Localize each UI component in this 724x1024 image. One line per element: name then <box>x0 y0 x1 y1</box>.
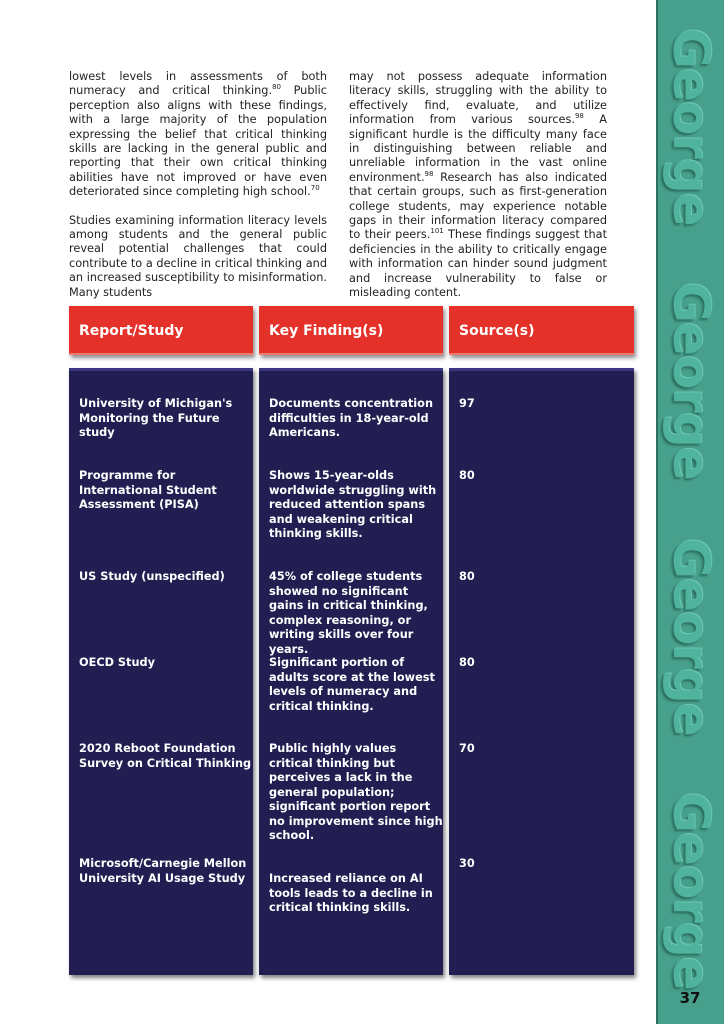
table-cell-study: 2020 Reboot Foundation Survey on Critical Thinking <box>79 742 252 770</box>
body-column-left <box>69 70 327 314</box>
table-header-sources: Source(s) <box>449 306 634 355</box>
reference-superscript: 80 <box>272 83 281 92</box>
brand-wordmark: George <box>662 28 720 226</box>
body-column-right <box>349 70 607 315</box>
brand-sidebar <box>656 0 724 1024</box>
table-cell-source: 97 <box>459 397 475 410</box>
text-run: A significant hurdle is the difficulty many face in distinguishing between reliable and unreliable information in the vast online environment. <box>349 113 607 184</box>
table-cell-study: US Study (unspecified) <box>79 570 225 583</box>
table-cell-source: 80 <box>459 656 475 669</box>
table-cell-source: 30 <box>459 857 475 870</box>
table-cell-source: 80 <box>459 469 475 482</box>
text-run: Research has also indicated that certain groups, such as first-generation college students, may experience notable gaps in their information literacy compared to their peers. <box>349 170 607 242</box>
text-run: These findings suggest that deficiencies in the ability to critically engage with information can hinder sound judgment and increase vulnerability to false or misleading content. <box>349 228 608 300</box>
brand-wordmark: George <box>662 792 720 990</box>
text-run: Public perception also aligns with these findings, with a large majority of the population expressing the belief that critical thinking skills are lacking in the general public and reporting that their own critical thinking abilities have not improved or have even deteriorated since completing high school. <box>69 84 327 199</box>
table-cell-study: University of Michigan's Monitoring the Future study <box>79 397 233 439</box>
table-header-report-study: Report/Study <box>69 306 253 355</box>
table-cell-source: 70 <box>459 742 475 755</box>
table-column-sources <box>449 368 634 975</box>
table-cell-finding: Documents concentration difficulties in 18-year-old Americans. <box>269 397 433 439</box>
table-cell-source: 80 <box>459 570 475 583</box>
paragraph: Studies examining information literacy levels among students and the general public reveal potential challenges that could contribute to a decline in critical thinking and an increased susceptibility to misinformation. Many students <box>69 213 327 299</box>
table-cell-finding: Increased reliance on AI tools leads to a decline in critical thinking skills. <box>269 872 433 914</box>
reference-superscript: 98 <box>574 112 584 121</box>
table-cell-study: Microsoft/Carnegie Mellon University AI Usage Study <box>79 857 247 885</box>
table-cell-finding: Public highly values critical thinking but perceives a lack in the general population; significant portion report no improvement since high school. <box>269 742 443 842</box>
table-cell-finding: Significant portion of adults score at the lowest levels of numeracy and critical thinking. <box>269 656 435 713</box>
table-header-key-findings: Key Finding(s) <box>259 306 443 355</box>
paragraph <box>349 70 607 301</box>
table-cell-study: OECD Study <box>79 656 155 669</box>
brand-wordmark: George <box>662 538 720 736</box>
reference-superscript: 70 <box>310 184 320 193</box>
page-number: 37 <box>679 989 701 1007</box>
text-run: lowest levels in assessments of both numeracy and critical thinking. <box>69 70 327 98</box>
brand-wordmark: George <box>662 282 720 480</box>
reference-superscript: 98 <box>424 169 434 178</box>
table-cell-finding: Shows 15-year-olds worldwide struggling with reduced attention spans and weakening critical thinking skills. <box>269 469 437 540</box>
paragraph <box>69 70 327 200</box>
reference-superscript: 101 <box>430 227 444 236</box>
table-cell-study: Programme for International Student Assessment (PISA) <box>79 469 217 511</box>
table-cell-finding: 45% of college students showed no significant gains in critical thinking, complex reasoning, or writing skills over four years. <box>269 570 428 656</box>
text-run: may not possess adequate information literacy skills, struggling with the ability to effectively find, evaluate, and utilize information from various sources. <box>349 70 607 127</box>
